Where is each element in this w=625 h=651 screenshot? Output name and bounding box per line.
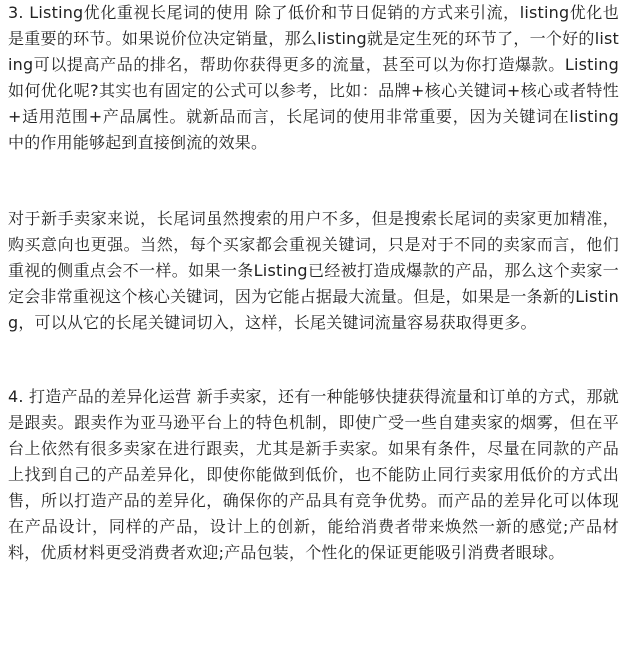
paragraph-product-differentiation: 4. 打造产品的差异化运营 新手卖家，还有一种能够快捷获得流量和订单的方式，那就是跟卖。跟卖作为亚马逊平台上的特色机制，即使广受一些自建卖家的烟雾，但在平台上依然有很多卖家在进行跟卖，尤其是新手卖家。如果有条件，尽量在同款的产品上找到自己的产品差异化，即使你能做到低价，也不能防止同行卖家用低价的方式出售，所以打造产品的差异化，确保你的产品具有竞争优势。而产品的差异化可以体现在产品设计，同样的产品，设计上的创新，能给消费者带来焕然一新的感觉;产品材料，优质材料更受消费者欢迎;产品包装，个性化的保证更能吸引消费者眼球。 — [8, 387, 619, 562]
paragraph-listing-optimization: 3. Listing优化重视长尾词的使用 除了低价和节日促销的方式来引流，listing优化也是重要的环节。如果说价位决定销量，那么listing就是定生死的环节了，一个好的listing可以提高产品的排名，帮助你获得更多的流量，甚至可以为你打造爆款。Listing如何优化呢?其实也有固定的公式可以参考，比如：品牌+核心关键词+核心或者特性+适用范围+产品属性。就新品而言，长尾词的使用非常重要，因为关键词在listing中的作用能够起到直接倒流的效果。 — [8, 3, 619, 152]
paragraph-long-tail-keywords: 对于新手卖家来说，长尾词虽然搜索的用户不多，但是搜索长尾词的卖家更加精准，购买意向也更强。当然，每个买家都会重视关键词，只是对于不同的卖家而言，他们重视的侧重点会不一样。如果一条Listing已经被打造成爆款的产品，那么这个卖家一定会非常重视这个核心关键词，因为它能占据最大流量。但是，如果是一条新的Listing，可以从它的长尾关键词切入，这样，长尾关键词流量容易获取得更多。 — [8, 209, 619, 332]
